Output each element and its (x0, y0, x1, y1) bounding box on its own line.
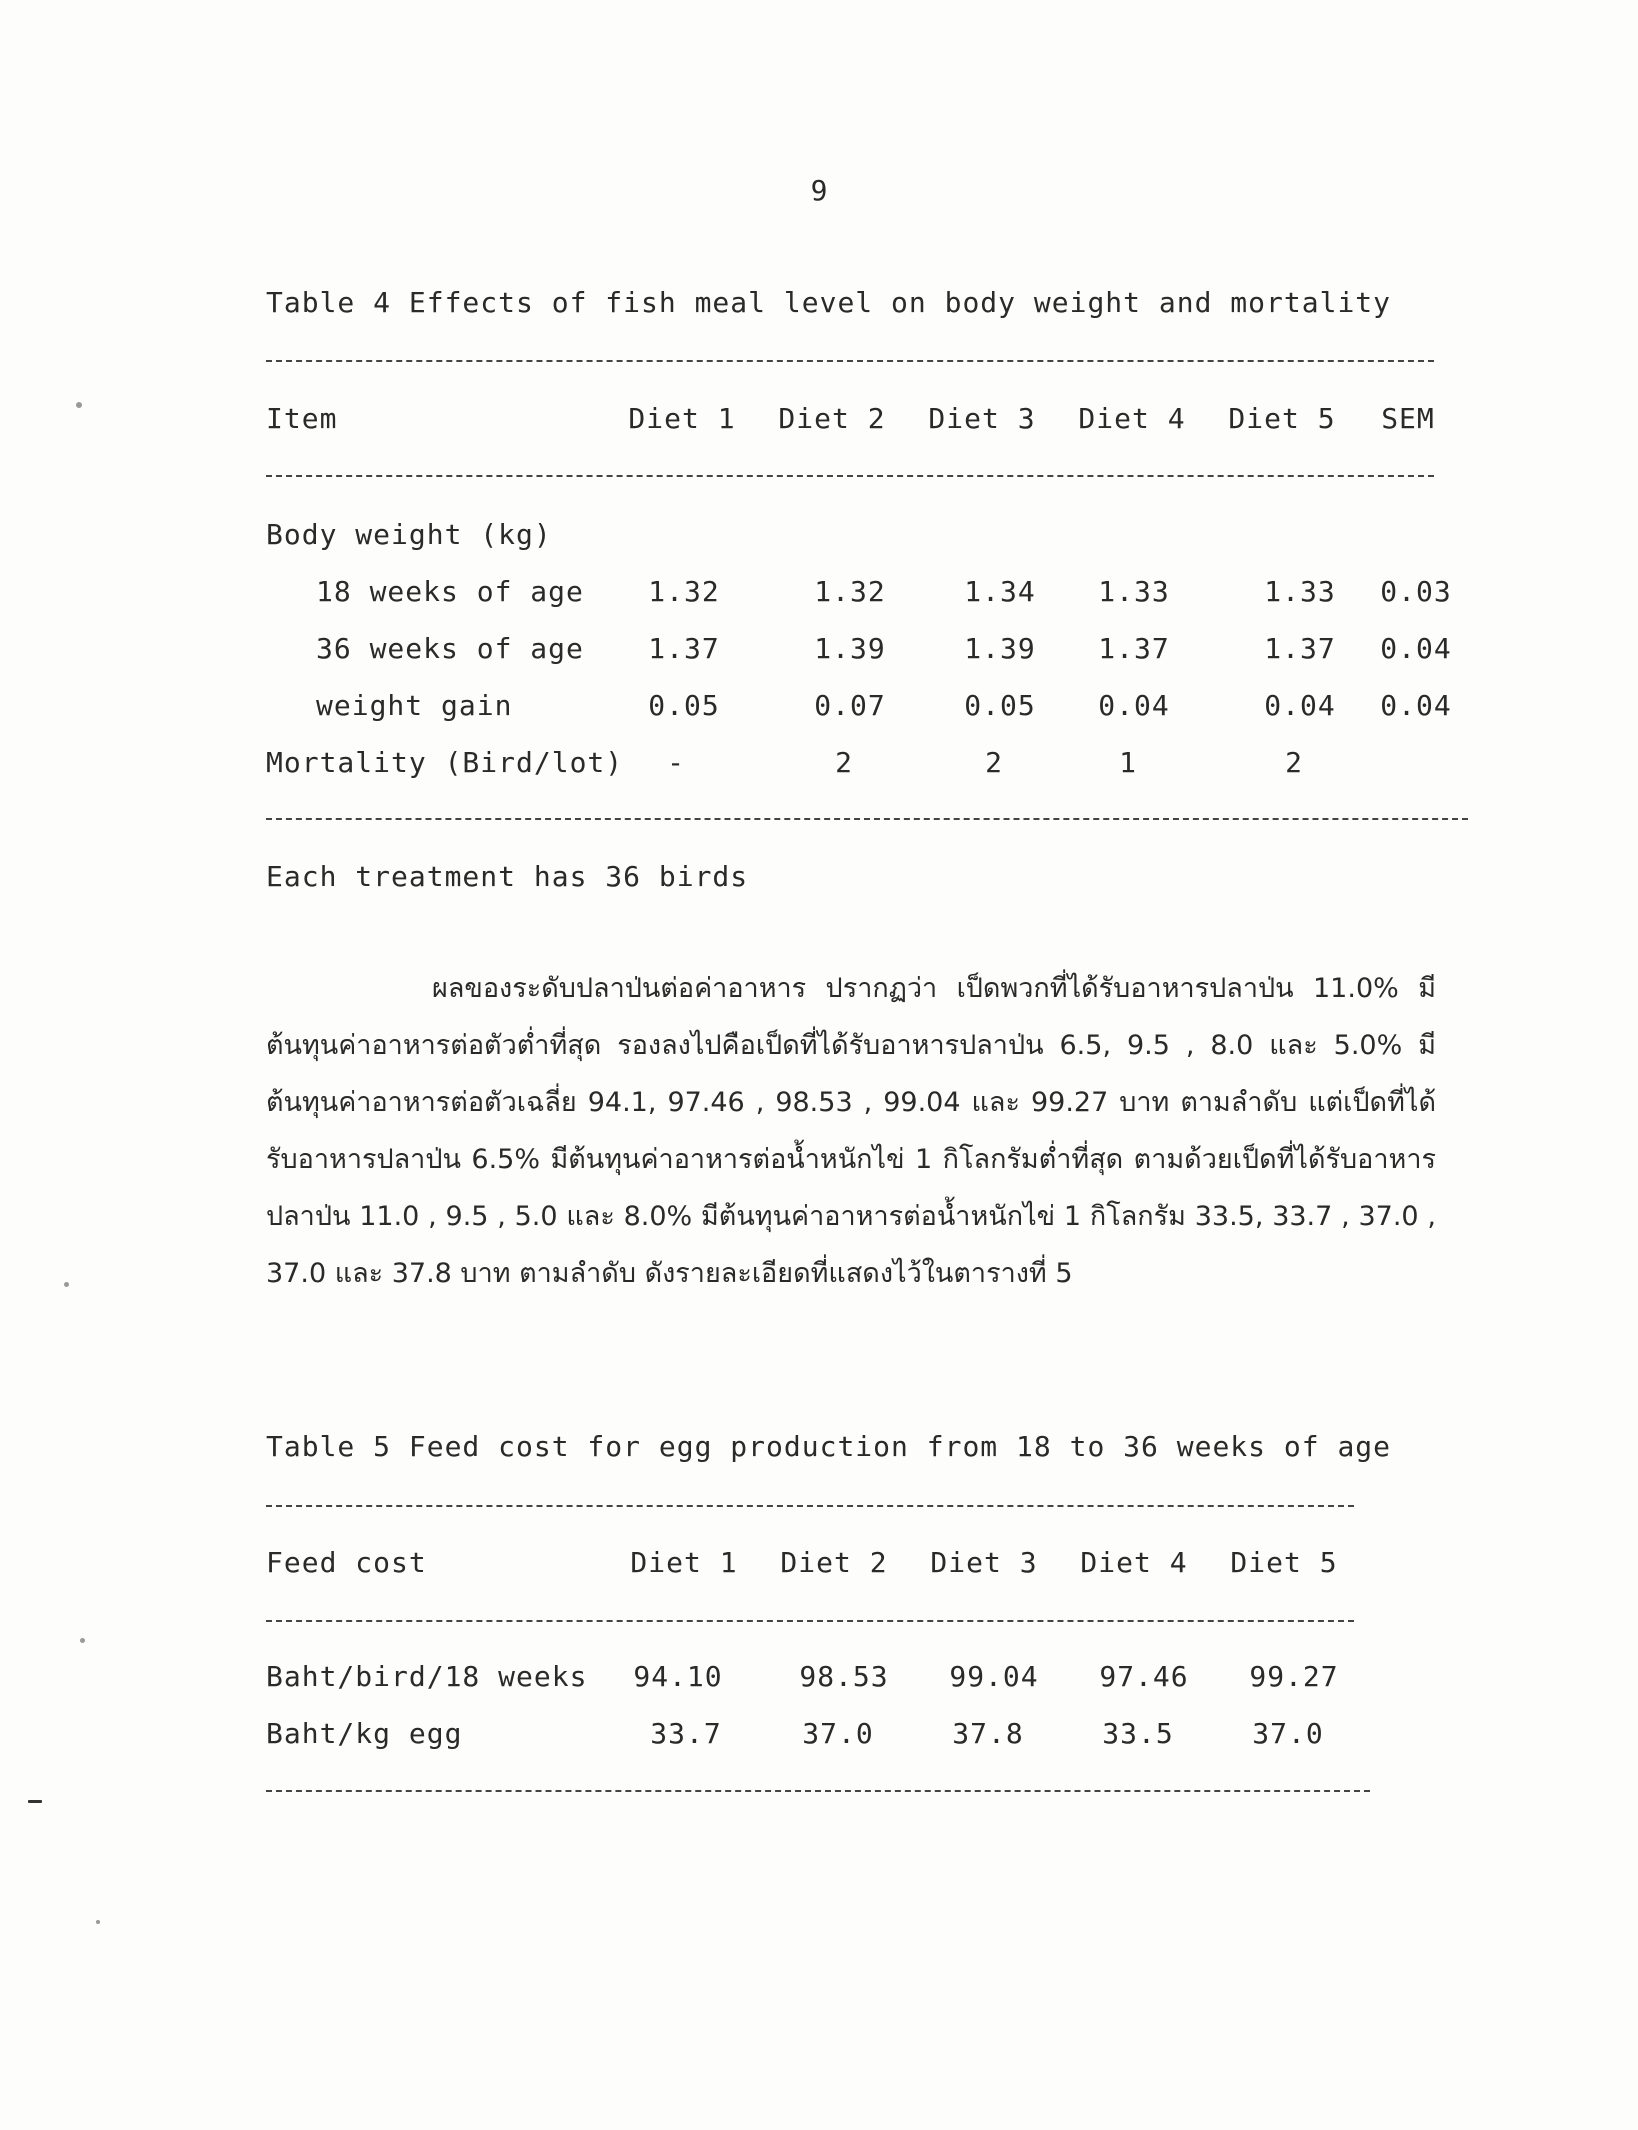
table-cell: 1.37 (648, 632, 720, 665)
table4-top-rule (266, 360, 1434, 362)
table4-header-item: Item (266, 402, 338, 435)
table-cell: 37.0 (1252, 1717, 1324, 1750)
table-cell: 94.10 (633, 1660, 723, 1693)
table5-header-diet5: Diet 5 (1230, 1546, 1338, 1579)
scan-speck (64, 1282, 69, 1287)
table5-bottom-rule (266, 1790, 1370, 1792)
table-cell: 33.5 (1102, 1717, 1174, 1750)
table-cell: 33.7 (650, 1717, 722, 1750)
table-cell: - (667, 746, 685, 779)
table-cell: 2 (835, 746, 853, 779)
table-cell: 1.32 (648, 575, 720, 608)
table5-caption: Table 5 Feed cost for egg production from 18 to 36 weeks of age (266, 1430, 1392, 1463)
table4-header-diet5: Diet 5 (1228, 402, 1336, 435)
table4-caption: Table 4 Effects of fish meal level on body weight and mortality (266, 286, 1392, 319)
table-cell: 1.39 (814, 632, 886, 665)
scan-speck (28, 1800, 42, 1803)
table-cell: 98.53 (799, 1660, 889, 1693)
table-cell: 0.04 (1098, 689, 1170, 722)
table-cell: 97.46 (1099, 1660, 1189, 1693)
table4-section-label: Body weight (kg) (266, 518, 552, 551)
table-cell: 99.04 (949, 1660, 1039, 1693)
table4-header-sem: SEM (1381, 402, 1435, 435)
scan-speck (80, 1638, 85, 1643)
table-cell: 1.33 (1098, 575, 1170, 608)
table-cell: 0.05 (964, 689, 1036, 722)
table-cell: 0.03 (1380, 575, 1452, 608)
table5-header-diet3: Diet 3 (930, 1546, 1038, 1579)
table-cell: 0.07 (814, 689, 886, 722)
table5-header-rule (266, 1620, 1354, 1622)
table-cell: 0.04 (1380, 689, 1452, 722)
table-cell: 0.04 (1264, 689, 1336, 722)
row-label: Mortality (Bird/lot) (266, 746, 624, 779)
table5-header-diet1: Diet 1 (630, 1546, 738, 1579)
table-cell: 1 (1119, 746, 1137, 779)
table-cell: 1.33 (1264, 575, 1336, 608)
table4-header-diet2: Diet 2 (778, 402, 886, 435)
table5-header-diet2: Diet 2 (780, 1546, 888, 1579)
table-cell: 1.32 (814, 575, 886, 608)
body-paragraph (266, 960, 1436, 1302)
page-number: 9 (810, 174, 828, 207)
row-label: Baht/bird/18 weeks (266, 1660, 588, 1693)
table-cell: 0.05 (648, 689, 720, 722)
table-cell: 1.37 (1264, 632, 1336, 665)
table4-header-diet1: Diet 1 (628, 402, 736, 435)
table5-header-diet4: Diet 4 (1080, 1546, 1188, 1579)
row-label: 18 weeks of age (316, 575, 584, 608)
table4-header-diet4: Diet 4 (1078, 402, 1186, 435)
table-cell: 1.39 (964, 632, 1036, 665)
scan-speck (96, 1920, 100, 1924)
table5-top-rule (266, 1505, 1354, 1507)
table-cell: 99.27 (1249, 1660, 1339, 1693)
table-cell: 1.34 (964, 575, 1036, 608)
row-label: 36 weeks of age (316, 632, 584, 665)
table-cell: 1.37 (1098, 632, 1170, 665)
table5-header-feed-cost: Feed cost (266, 1546, 427, 1579)
table-cell: 2 (985, 746, 1003, 779)
table4-header-rule (266, 475, 1434, 477)
scan-speck (76, 402, 82, 408)
table-cell: 37.0 (802, 1717, 874, 1750)
table4-bottom-rule (266, 818, 1468, 820)
row-label: weight gain (316, 689, 513, 722)
table-cell: 2 (1285, 746, 1303, 779)
table4-note: Each treatment has 36 birds (266, 860, 749, 893)
table-cell: 0.04 (1380, 632, 1452, 665)
paragraph-text: ผลของระดับปลาป่นต่อค่าอาหาร ปรากฏว่า เป็ดพวกที่ได้รับอาหารปลาป่น 11.0% มีต้นทุนค่าอาหารต่อตัวต่ำที่สุด รองลงไปคือเป็ดที่ได้รับอาหารปลาป่น 6.5, 9.5 , 8.0 และ 5.0% มีต้นทุนค่าอาหารต่อตัวเฉลี่ย 94.1, 97.46 , 98.53 , 99.04 และ 99.27 บาท ตามลำดับ แต่เป็ดที่ได้รับอาหารปลาป่น 6.5% มีต้นทุนค่าอาหารต่อน้ำหนักไข่ 1 กิโลกรัมต่ำที่สุด ตามด้วยเป็ดที่ได้รับอาหารปลาป่น 11.0 , 9.5 , 5.0 และ 8.0% มีต้นทุนค่าอาหารต่อน้ำหนักไข่ 1 กิโลกรัม 33.5, 33.7 , 37.0 , 37.0 และ 37.8 บาท ตามลำดับ ดังรายละเอียดที่แสดงไว้ในตารางที่ 5 (266, 973, 1436, 1289)
table4-header-diet3: Diet 3 (928, 402, 1036, 435)
table-cell: 37.8 (952, 1717, 1024, 1750)
row-label: Baht/kg egg (266, 1717, 463, 1750)
